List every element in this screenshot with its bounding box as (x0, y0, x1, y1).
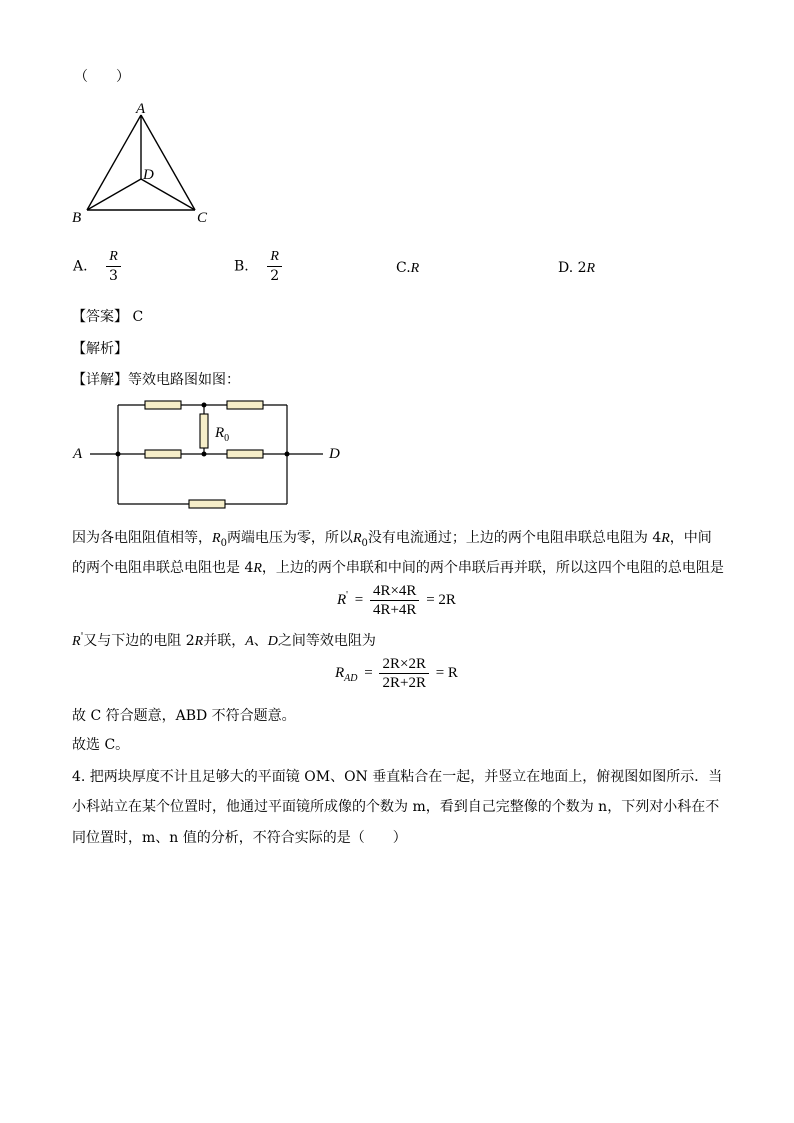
edge-ab (87, 115, 141, 210)
resistor-top-right (227, 401, 263, 409)
node-left (116, 452, 121, 457)
answer-blank: （ ） (74, 69, 130, 85)
question4-line-2: 小科站立在某个位置时，他通过平面镜所成像的个数为 m，看到自己完整像的个数为 n，下列对小科在不 (72, 799, 720, 815)
resistor-mid-right (227, 450, 263, 458)
question4-line-3: 同位置时，m、n 值的分析，不符合实际的是（ ） (72, 830, 407, 846)
detail-line: 【详解】等效电路图如图： (72, 372, 240, 388)
explanation-line-3: R'又与下边的电阻 2R并联，A、D之间等效电阻为 (72, 631, 376, 649)
answer-line: 【答案】 C (72, 309, 144, 325)
node-mid (202, 452, 207, 457)
node-top (202, 403, 207, 408)
vertex-b-label: B (72, 210, 82, 226)
resistor-bottom (189, 500, 225, 508)
vertex-d-label: D (143, 167, 154, 183)
explanation-line-1: 因为各电阻阻值相等，$R_0$两端电压为零，所以$R_0$没有电流通过；上边的两个电阻串联总电阻为 4R，中间 (72, 530, 712, 549)
option-a: A. $\frac{R}{3}$ (73, 248, 121, 285)
vertex-a-label: A (136, 101, 146, 117)
explanation-line-2: 的两个电阻串联总电阻也是 4R，上边的两个串联和中间的两个串联后再并联，所以这四个电阻的总电阻是 (72, 560, 724, 576)
question4-line-1: 4. 把两块厚度不计且足够大的平面镜 OM、ON 垂直粘合在一起，并竖立在地面上，俯视图如图所示．当 (72, 769, 723, 785)
triangle-figure (60, 95, 230, 230)
conclusion-line: 故 C 符合题意，ABD 不符合题意。 (72, 708, 296, 724)
option-c: C.R (396, 260, 420, 276)
resistor-top-left (145, 401, 181, 409)
formula-r-ad: $R_{AD}$ = $\frac{2R\times 2R}{2R+2R}$ = R (335, 656, 458, 691)
r0-label: $R_0$ (215, 425, 230, 444)
circuit-a-label: A (73, 446, 83, 462)
edge-ac (141, 115, 195, 210)
circuit-diagram (65, 392, 355, 517)
resistor-mid-left (145, 450, 181, 458)
choose-line: 故选 C。 (72, 737, 130, 753)
option-d: D. 2R (558, 260, 596, 276)
formula-r-prime: R' = $\frac{4R\times 4R}{4R+4R}$ = 2R (337, 583, 456, 618)
resistor-r0 (200, 414, 208, 448)
option-b: B. $\frac{R}{2}$ (234, 248, 282, 285)
node-right (285, 452, 290, 457)
circuit-d-label: D (329, 446, 340, 462)
vertex-c-label: C (197, 210, 208, 226)
analysis-heading: 【解析】 (72, 341, 128, 357)
